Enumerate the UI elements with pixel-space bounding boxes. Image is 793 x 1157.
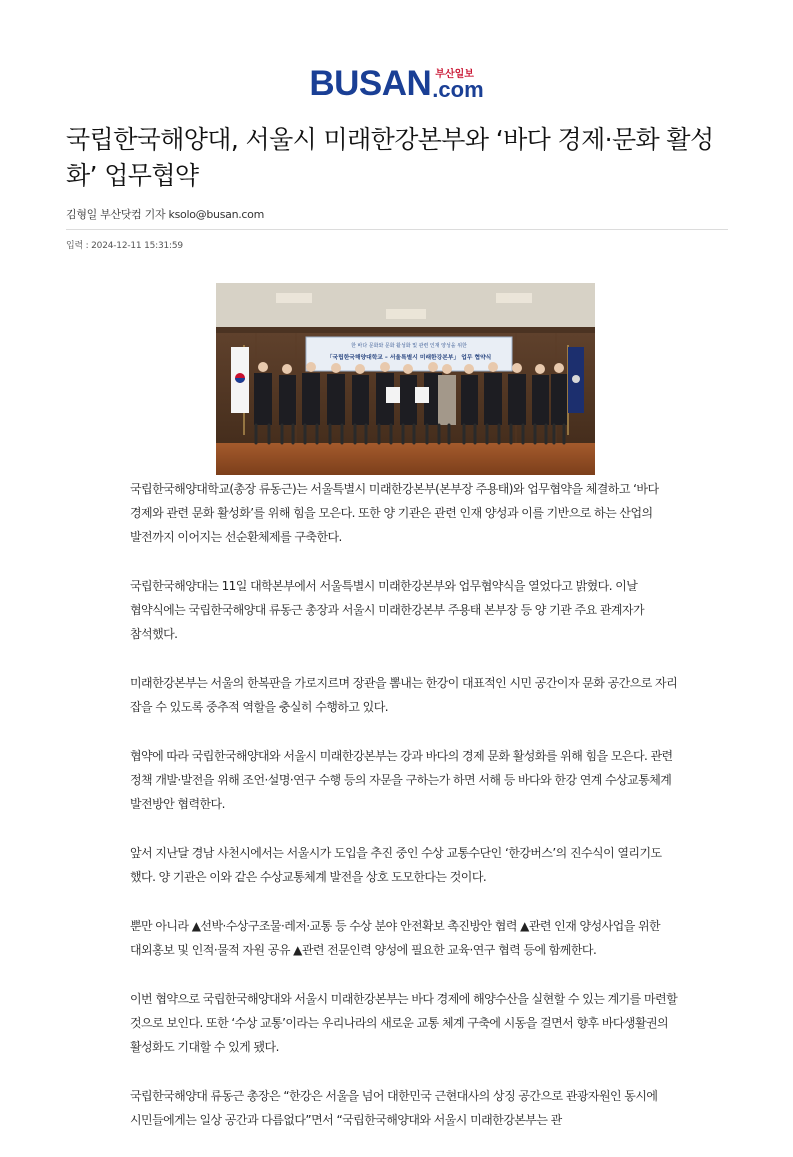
article-byline: 김형일 부산닷컴 기자 ksolo@busan.com <box>66 208 265 221</box>
logo-korean-name: 부산일보 <box>435 69 474 80</box>
article-paragraph-6: 뿐만 아니라 ▲선박·수상구조물·레저·교통 등 수상 분야 안전확보 촉진방안 협력 ▲관련 인재 양성사업을 위한 대외홍보 및 인적·물적 자원 공유 ▲관련 전문인력 양성에 필요한 교육·연구 협력 등에 함께한다. <box>130 919 661 957</box>
header-divider <box>66 229 728 230</box>
article-headline: 국립한국해양대, 서울시 미래한강본부와 ‘바다 경제·문화 활성화’ 업무협약 <box>66 125 714 190</box>
article-paragraph-8: 국립한국해양대 류동근 총장은 “한강은 서울을 넘어 대한민국 근현대사의 상징 공간으로 관광자원인 동시에 시민들에게는 일상 공간과 다름없다”면서 “국립한국해양대와 서울시 미래한강본부는 관 <box>130 1089 658 1127</box>
banner-main-text: 「국립한국해양대학교 – 서울특별시 미래한강본부」 업무 협약식 <box>326 355 492 361</box>
logo-wordmark: BUSAN <box>309 64 432 103</box>
article-paragraph-7: 이번 협약으로 국립한국해양대와 서울시 미래한강본부는 바다 경제에 해양수산을 실현할 수 있는 계기를 마련할 것으로 보인다. 또한 ‘수상 교통’이라는 우리나라의 새로운 교통 체계 구축에 시동을 걸면서 향후 바다생활권의 활성화도 기대할 수 있게 됐다. <box>130 992 678 1054</box>
article-paragraph-4: 협약에 따라 국립한국해양대와 서울시 미래한강본부는 강과 바다의 경제 문화 활성화를 위해 힘을 모은다. 관련 정책 개발·발전을 위해 조언·설명·연구 수행 등의 자문을 구하는가 하면 서해 등 바다와 한강 연계 수상교통체계 발전방안 협력한다. <box>130 749 673 811</box>
ceremony-photo <box>216 283 595 475</box>
logo-side <box>432 69 483 100</box>
banner-top-text: 한 바다 문화와 문화 활성화 및 관련 인재 양성을 위한 <box>351 343 467 349</box>
busan-logo[interactable] <box>0 64 793 103</box>
article-paragraph-1: 국립한국해양대학교(총장 류동근)는 서울특별시 미래한강본부(본부장 주용태)와 업무협약을 체결하고 ‘바다 경제와 관련 문화 활성화’를 위해 힘을 모은다. 또한 양 기관은 관련 인재 양성과 이를 기반으로 하는 산업의 발전까지 이어지는 선순환체제를 구축한다. <box>130 482 659 544</box>
publish-date: 입력 : 2024-12-11 15:31:59 <box>66 241 183 251</box>
article-paragraph-5: 앞서 지난달 경남 사천시에서는 서울시가 도입을 추진 중인 수상 교통수단인 ‘한강버스’의 진수식이 열리기도 했다. 양 기관은 이와 같은 수상교통체계 발전을 상호 도모한다는 것이다. <box>130 846 662 884</box>
article-paragraph-3: 미래한강본부는 서울의 한복판을 가로지르며 장관을 뽐내는 한강이 대표적인 시민 공간이자 문화 공간으로 자리 잡을 수 있도록 중추적 역할을 충실히 수행하고 있다. <box>130 676 678 714</box>
article-body <box>130 477 680 1157</box>
article-paragraph-2: 국립한국해양대는 11일 대학본부에서 서울특별시 미래한강본부와 업무협약식을 열었다고 밝혔다. 이날 협약식에는 국립한국해양대 류동근 총장과 서울시 미래한강본부 주용태 본부장 등 양 기관 주요 관계자가 참석했다. <box>130 579 644 641</box>
logo-domain: .com <box>432 77 484 102</box>
